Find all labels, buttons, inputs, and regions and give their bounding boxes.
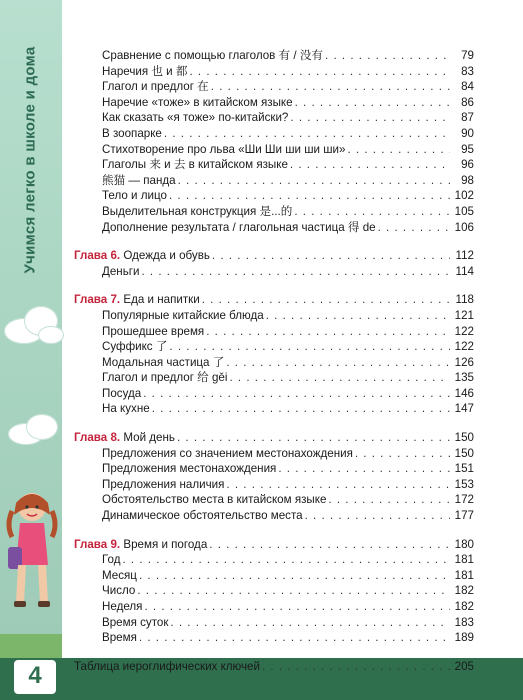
toc-entry[interactable]: Год . . . 181	[74, 552, 474, 568]
toc-entry[interactable]: Как сказать «я тоже» по-китайски? . . . 87	[74, 110, 474, 126]
grass-strip	[0, 634, 62, 658]
toc-entry[interactable]: Время суток . . . 183	[74, 615, 474, 631]
toc-entry[interactable]: На кухне . . . 147	[74, 401, 474, 417]
toc-final-entry[interactable]: Таблица иероглифических ключей . . . 205	[74, 659, 474, 675]
toc-entry[interactable]: Динамическое обстоятельство места . . . 177	[74, 508, 474, 524]
toc-entry[interactable]: 熊猫 — панда . . . 98	[74, 173, 474, 189]
toc-chapter-6[interactable]: Глава 6. Одежда и обувь . . . 112	[74, 248, 474, 264]
table-of-contents	[74, 48, 474, 674]
girl-illustration	[6, 485, 58, 635]
chapter-label: Глава 6.	[74, 249, 121, 263]
toc-entry[interactable]: Число . . . 182	[74, 583, 474, 599]
toc-entry[interactable]: Прошедшее время . . . 122	[74, 324, 474, 340]
chapter-label: Глава 9.	[74, 537, 121, 551]
toc-chapter-9[interactable]: Глава 9. Время и погода . . . 180	[74, 537, 474, 553]
toc-entry[interactable]: Популярные китайские блюда . . . 121	[74, 308, 474, 324]
toc-entry[interactable]: Предложения местонахождения . . . 151	[74, 461, 474, 477]
toc-entry[interactable]: Деньги . . . 114	[74, 264, 474, 280]
toc-entry[interactable]: В зоопарке . . . 90	[74, 126, 474, 142]
toc-entry[interactable]: Выделительная конструкция 是...的 . . . 105	[74, 204, 474, 220]
toc-entry[interactable]: Глагол и предлог 在 . . . 84	[74, 79, 474, 95]
sidebar-title	[10, 30, 50, 290]
page-number: 4	[28, 662, 42, 689]
toc-entry[interactable]: Время . . . 189	[74, 630, 474, 646]
toc-entry[interactable]: Месяц . . . 181	[74, 568, 474, 584]
toc-entry[interactable]: Предложения наличия . . . 153	[74, 477, 474, 493]
toc-entry[interactable]: Стихотворение про льва «Ши Ши ши ши ши» . . . 95	[74, 142, 474, 158]
toc-entry[interactable]: Сравнение с помощью глаголов 有 / 没有 . . . 79	[74, 48, 474, 64]
toc-chapter-7[interactable]: Глава 7. Еда и напитки . . . 118	[74, 292, 474, 308]
chapter-label: Глава 8.	[74, 431, 121, 445]
toc-entry[interactable]: Неделя . . . 182	[74, 599, 474, 615]
toc-entry[interactable]: Обстоятельство места в китайском языке . . . 172	[74, 492, 474, 508]
toc-entry[interactable]: Глагол и предлог 给 gěi . . . 135	[74, 370, 474, 386]
cloud-illustration	[38, 326, 64, 344]
toc-entry[interactable]: Суффикс 了 . . . 122	[74, 339, 474, 355]
toc-entry[interactable]: Глаголы 来 и 去 в китайском языке . . . 96	[74, 157, 474, 173]
page-number-badge	[12, 658, 58, 696]
toc-entry[interactable]: Тело и лицо . . . 102	[74, 188, 474, 204]
sidebar-title-text: Учимся легко в школе и дома	[21, 46, 39, 274]
toc-entry[interactable]: Дополнение результата / глагольная частица 得 de . . . 106	[74, 220, 474, 236]
toc-entry[interactable]: Посуда . . . 146	[74, 386, 474, 402]
toc-chapter-8[interactable]: Глава 8. Мой день . . . 150	[74, 430, 474, 446]
toc-entry[interactable]: Наречия 也 и 都 . . . 83	[74, 64, 474, 80]
chapter-label: Глава 7.	[74, 293, 121, 307]
toc-entry[interactable]: Модальная частица 了 . . . 126	[74, 355, 474, 371]
toc-entry[interactable]: Наречие «тоже» в китайском языке . . . 86	[74, 95, 474, 111]
toc-entry[interactable]: Предложения со значением местонахождения . . . 150	[74, 446, 474, 462]
cloud-illustration	[26, 414, 58, 440]
